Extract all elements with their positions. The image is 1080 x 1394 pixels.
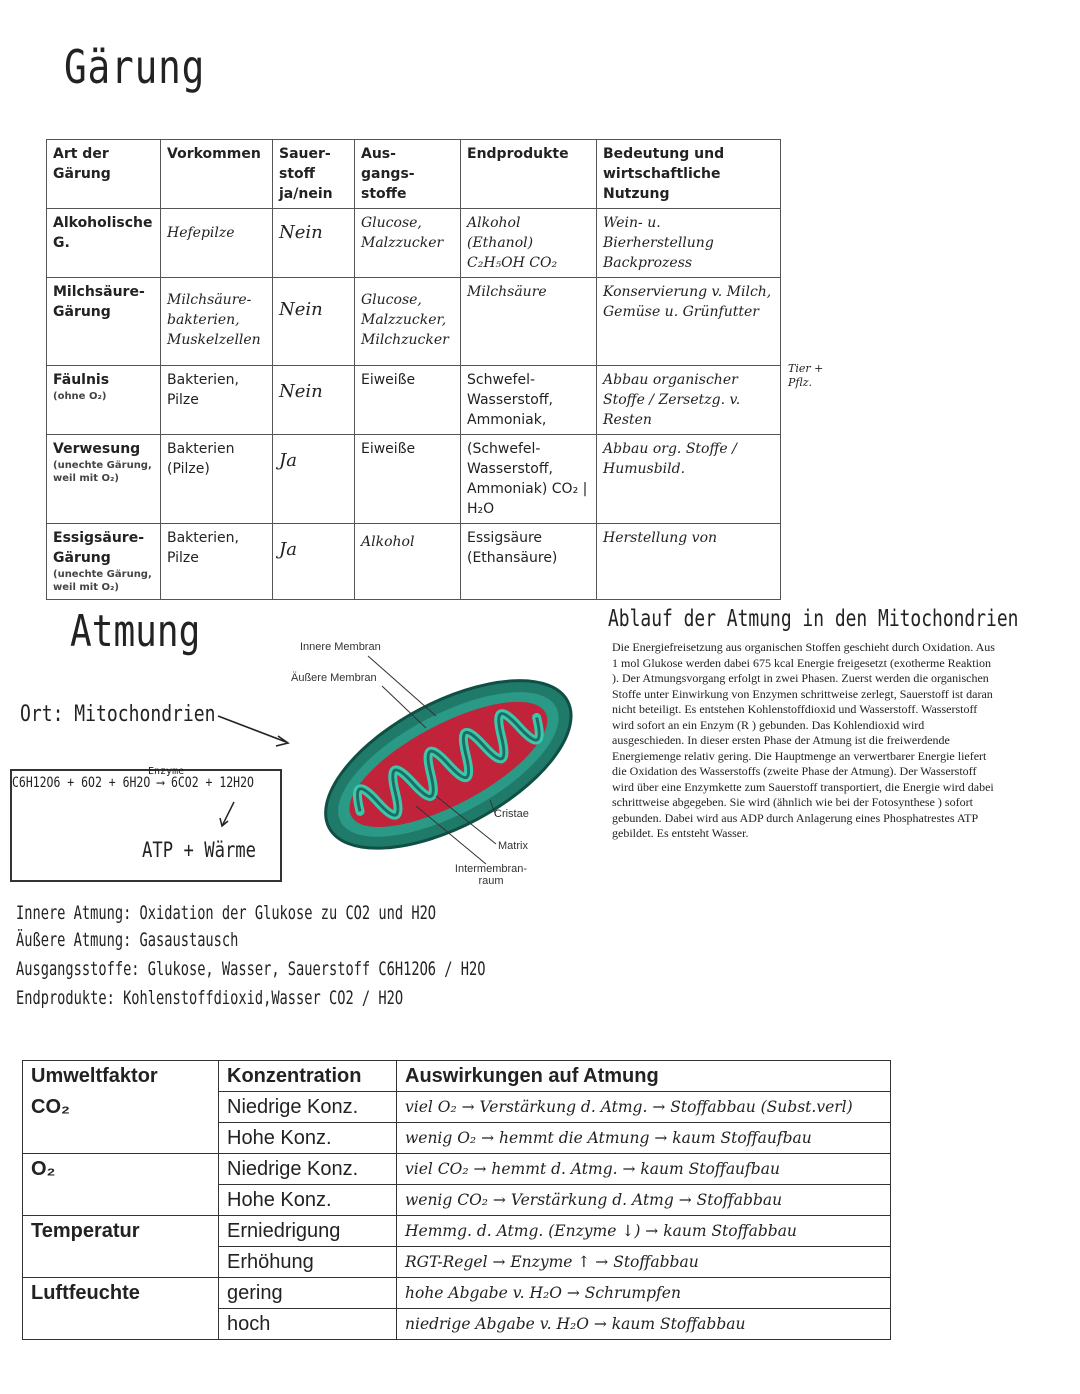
- side-note: Tier + Pflz.: [788, 362, 824, 389]
- header-umweltfaktor: Umweltfaktor: [31, 1065, 158, 1087]
- note-ausgangsstoffe: Ausgangsstoffe: Glukose, Wasser, Sauerstoff C6H12O6 / H2O: [16, 958, 486, 980]
- wirkung-cell: RGT-Regel → Enzyme ↑ → Stoffabbau: [397, 1247, 891, 1278]
- konz-cell: hoch: [219, 1309, 397, 1340]
- table-row: [23, 1154, 891, 1185]
- enzyme-label: Enzyme: [148, 766, 185, 777]
- konz-cell: Niedrige Konz.: [219, 1092, 397, 1123]
- end-cell: (Schwefel-Wasserstoff, Ammoniak) CO₂ | H₂O: [461, 435, 597, 524]
- table-row: [47, 209, 781, 278]
- bedeutung-cell: Abbau organischer Stoffe / Zersetzg. v. Resten: [597, 366, 781, 435]
- faktor-cell: [23, 1185, 219, 1216]
- faktor-cell: O₂: [23, 1154, 219, 1185]
- art-note: (ohne O₂): [53, 391, 107, 402]
- ausgang-cell: Alkohol: [355, 524, 461, 600]
- wirkung-cell: viel CO₂ → hemmt d. Atmg. → kaum Stoffaufbau: [397, 1154, 891, 1185]
- faktor-cell: [23, 1123, 219, 1154]
- garung-table: [46, 139, 781, 600]
- sauerstoff-cell: Ja: [273, 435, 355, 524]
- art-label: Fäulnis: [53, 372, 110, 388]
- label-aeussere-membran: Äußere Membran: [291, 672, 377, 684]
- end-cell: Essigsäure (Ethansäure): [461, 524, 597, 600]
- bedeutung-cell: Herstellung von: [597, 524, 781, 600]
- faktor-cell: Temperatur: [23, 1216, 219, 1247]
- atmung-title: Atmung: [70, 606, 201, 657]
- atp-text: ATP + Wärme: [142, 838, 257, 862]
- note-aeussere-atmung: Äußere Atmung: Gasaustausch: [16, 929, 239, 951]
- ausgang-cell: Eiweiße: [355, 435, 461, 524]
- label-innere-membran: Innere Membran: [300, 641, 381, 653]
- ausgang-cell: Eiweiße: [355, 366, 461, 435]
- faktor-cell: CO₂: [31, 1095, 70, 1118]
- vorkommen-cell: Milchsäure-bakterien, Muskelzellen: [161, 278, 273, 366]
- konz-cell: Hohe Konz.: [219, 1123, 397, 1154]
- konz-cell: Erniedrigung: [219, 1216, 397, 1247]
- table-row: [47, 435, 781, 524]
- ort-text: Ort: Mitochondrien: [20, 702, 216, 727]
- label-matrix: Matrix: [498, 840, 528, 852]
- bedeutung-cell: Abbau org. Stoffe / Humusbild.: [597, 435, 781, 524]
- table-row: [23, 1123, 891, 1154]
- header-sauerstoff: Sauer- stoff ja/nein: [273, 140, 355, 209]
- konz-cell: Hohe Konz.: [219, 1185, 397, 1216]
- ausgang-cell: Glucose, Malzzucker: [355, 209, 461, 278]
- wirkung-cell: wenig CO₂ → Verstärkung d. Atmg → Stoffabbau: [397, 1185, 891, 1216]
- note-innere-atmung: Innere Atmung: Oxidation der Glukose zu CO2 und H2O: [16, 902, 437, 924]
- wirkung-cell: Hemmg. d. Atmg. (Enzyme ↓) → kaum Stoffabbau: [397, 1216, 891, 1247]
- faktor-cell: [23, 1309, 219, 1340]
- wirkung-cell: hohe Abgabe v. H₂O → Schrumpfen: [397, 1278, 891, 1309]
- table-row: [23, 1216, 891, 1247]
- art-note: (unechte Gärung, weil mit O₂): [53, 569, 152, 593]
- art-label: Verwesung: [53, 441, 141, 457]
- header-auswirkungen: Auswirkungen auf Atmung: [397, 1061, 891, 1092]
- label-cristae: Cristae: [494, 808, 529, 820]
- equation: C6H12O6 + 6O2 + 6H2O ⟶ 6CO2 + 12H2O: [12, 775, 254, 791]
- konz-cell: gering: [219, 1278, 397, 1309]
- table-row: [23, 1247, 891, 1278]
- header-ausgang: Aus- gangs- stoffe: [355, 140, 461, 209]
- table-row: [47, 366, 781, 435]
- art-note: (unechte Gärung, weil mit O₂): [53, 460, 152, 484]
- vorkommen-cell: Bakterien, Pilze: [161, 366, 273, 435]
- table-row: [23, 1185, 891, 1216]
- wirkung-cell: niedrige Abgabe v. H₂O → kaum Stoffabbau: [397, 1309, 891, 1340]
- vorkommen-cell: Hefepilze: [161, 209, 273, 278]
- header-art: Art der Gärung: [47, 140, 161, 209]
- mitochondrion-diagram: [286, 630, 576, 890]
- header-bedeutung: Bedeutung und wirtschaftliche Nutzung: [597, 140, 781, 209]
- bedeutung-cell: Wein- u. Bierherstellung Backprozess: [597, 209, 781, 278]
- art-label: Alkoholische G.: [53, 215, 153, 251]
- sauerstoff-cell: Nein: [273, 209, 355, 278]
- header-konzentration: Konzentration: [219, 1061, 397, 1092]
- garung-title: Gärung: [64, 40, 206, 94]
- faktor-cell: Luftfeuchte: [23, 1278, 219, 1309]
- art-label: Essigsäure-Gärung: [53, 530, 145, 566]
- vorkommen-cell: Bakterien (Pilze): [161, 435, 273, 524]
- end-cell: Alkohol (Ethanol) C₂H₅OH CO₂: [461, 209, 597, 278]
- garung-header-row: [47, 140, 781, 209]
- art-label: Milchsäure-Gärung: [53, 284, 145, 320]
- table-row: [47, 278, 781, 366]
- note-endprodukte: Endprodukte: Kohlenstoffdioxid,Wasser CO2 / H2O: [16, 987, 404, 1009]
- down-arrow-icon: [216, 800, 240, 830]
- sauerstoff-cell: Ja: [273, 524, 355, 600]
- arrow-icon: [214, 710, 294, 750]
- sauerstoff-cell: Nein: [273, 366, 355, 435]
- end-cell: Schwefel-Wasserstoff, Ammoniak,: [461, 366, 597, 435]
- sauerstoff-cell: Nein: [273, 278, 355, 366]
- umwelt-header-row: [23, 1061, 891, 1092]
- konz-cell: Erhöhung: [219, 1247, 397, 1278]
- header-vorkommen: Vorkommen: [161, 140, 273, 209]
- header-endprodukte: Endprodukte: [461, 140, 597, 209]
- wirkung-cell: wenig O₂ → hemmt die Atmung → kaum Stoffaufbau: [397, 1123, 891, 1154]
- ablauf-text: Die Energiefreisetzung aus organischen Stoffen geschieht durch Oxidation. Aus 1 mol Glukose werden dabei 675 kcal Energie freigesetzt (exotherme Reaktion ). Der Atmungsvorgang erfolgt in zwei Phasen. Zuerst werden die organischen Stoffe unter Einwirkung von Enzymen schrittweise zerlegt, Sauerstoff ist daran nicht beteiligt. Es entstehen Kohlenstoffdioxid und Wasserstoff. Wasserstoff wird sofort an ein Enzym (R ) gebunden. Das Kohlendioxid wird ausgeschieden. In dieser ersten Phase der Atmung ist die freiwerdende Energiemenge relativ gering. Die Hauptmenge an verwertbarer Energie liefert die Oxidation des Wasserstoffs (zweite Phase der Atmung). Der Wasserstoff wird über eine Enzymkette zum Sauerstoff transportiert, die Energie wird dabei schrittweise abgegeben. Sie wird (ähnlich wie bei der Fotosynthese ) sofort gebunden. Dabei wird aus ADP durch Anlagerung eines Phosphatrestes ATP gebildet. Es entsteht Wasser.: [612, 640, 995, 840]
- faktor-cell: [23, 1247, 219, 1278]
- table-row: [23, 1092, 891, 1123]
- label-intermembranraum: Intermembran-raum: [454, 863, 528, 887]
- ablauf-title: Ablauf der Atmung in den Mitochondrien: [608, 606, 1019, 632]
- table-row: [47, 524, 781, 600]
- vorkommen-cell: Bakterien, Pilze: [161, 524, 273, 600]
- table-row: [23, 1278, 891, 1309]
- table-row: [23, 1309, 891, 1340]
- ausgang-cell: Glucose, Malzzucker, Milchzucker: [355, 278, 461, 366]
- wirkung-cell: viel O₂ → Verstärkung d. Atmg. → Stoffabbau (Subst.verl): [397, 1092, 891, 1123]
- end-cell: Milchsäure: [461, 278, 597, 366]
- umwelt-table: [22, 1060, 891, 1340]
- bedeutung-cell: Konservierung v. Milch, Gemüse u. Grünfutter: [597, 278, 781, 366]
- konz-cell: Niedrige Konz.: [219, 1154, 397, 1185]
